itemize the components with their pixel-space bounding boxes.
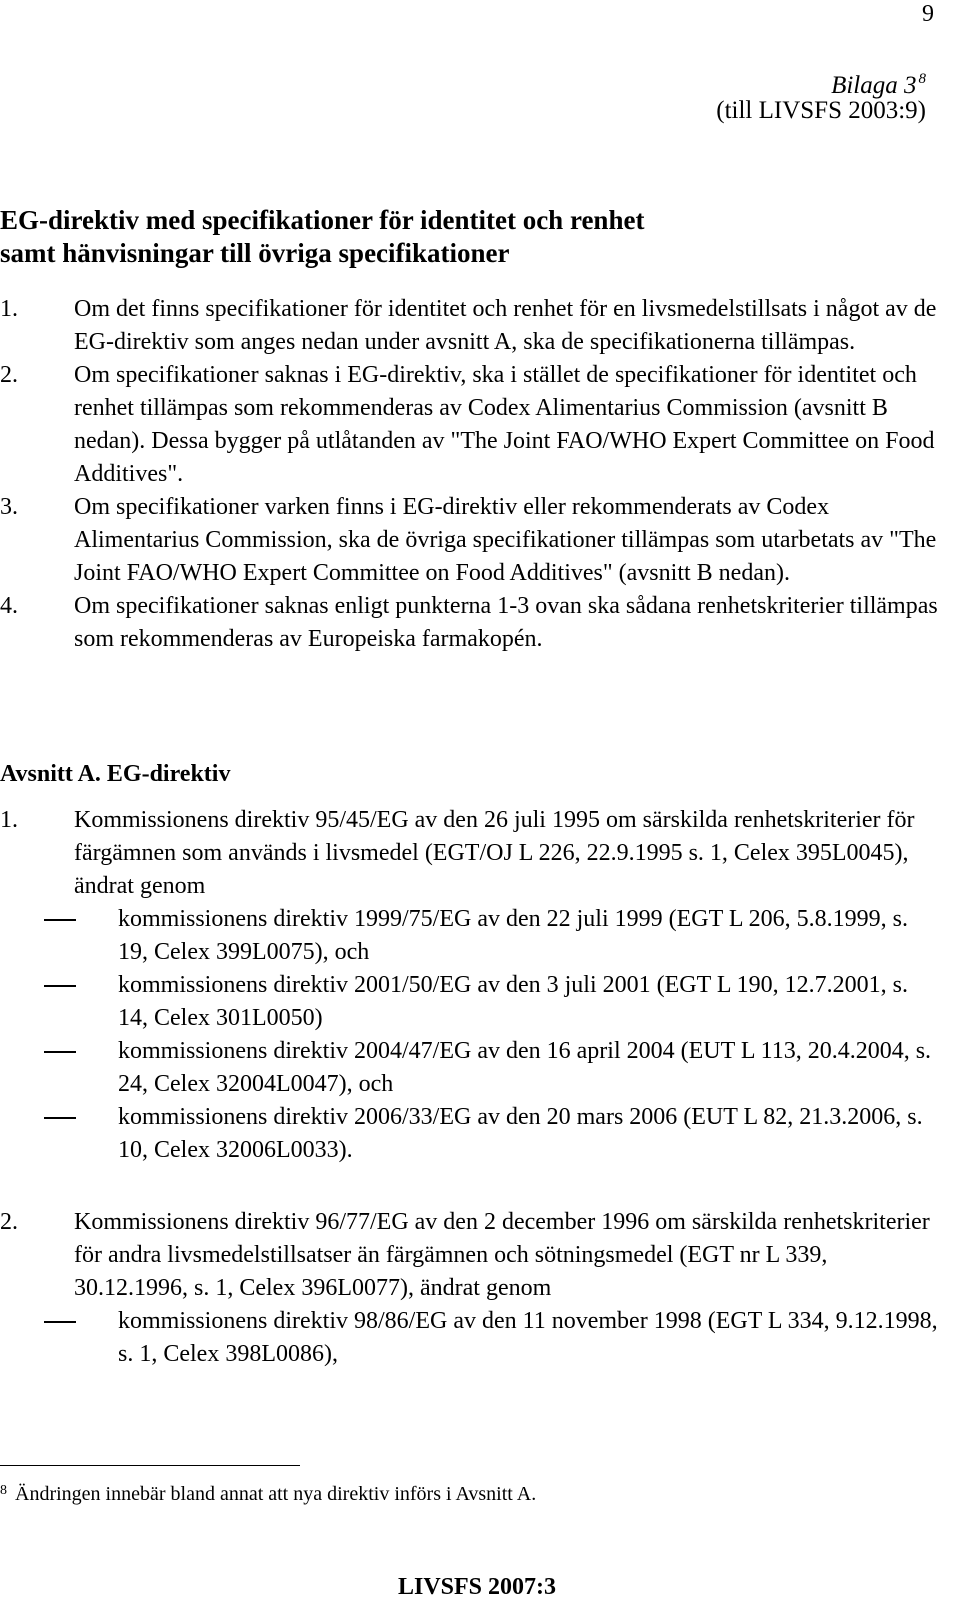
document-title-line-1: EG-direktiv med specifikationer för identitet och renhet bbox=[0, 205, 645, 235]
item-text: Om specifikationer saknas i EG-direktiv, ska i stället de specifikationer för identitet och renhet tillämpas som rekommenderas av Codex Alimentarius Commission (avsnitt B nedan). Dessa bygger på utlåtanden av "The Joint FAO/WHO Expert Committee on Food Additives". bbox=[74, 362, 935, 487]
directive-item bbox=[0, 1206, 940, 1371]
footer-text: LIVSFS 2007:3 bbox=[397, 1574, 557, 1600]
item-number: 2. bbox=[0, 1209, 18, 1235]
item-number: 2. bbox=[0, 362, 18, 388]
footnote-text: Ändringen innebär bland annat att nya direktiv införs i Avsnitt A. bbox=[15, 1483, 537, 1505]
amendment-text: kommissionens direktiv 1999/75/EG av den 22 juli 1999 (EGT L 206, 5.8.1999, s. 19, Celex 399L0075), och bbox=[118, 906, 908, 965]
page-number: 9 bbox=[922, 1, 934, 27]
amendment-list bbox=[74, 903, 940, 1167]
page-footer bbox=[0, 1573, 960, 1601]
item-number: 4. bbox=[0, 593, 18, 619]
footnote bbox=[0, 1478, 536, 1507]
footnote-reference: 8 bbox=[918, 71, 926, 87]
amendment-text: kommissionens direktiv 2004/47/EG av den 16 april 2004 (EUT L 113, 20.4.2004, s. 24, Celex 32004L0047), och bbox=[118, 1038, 932, 1097]
appendix-label-text: Bilaga 3 bbox=[831, 72, 917, 99]
item-text: Om specifikationer saknas enligt punkterna 1-3 ovan ska sådana renhetskriterier tillämpas som rekommenderas av Europeiska farmakopén. bbox=[74, 593, 938, 652]
amendment-item bbox=[74, 1101, 940, 1167]
directive-item-2 bbox=[0, 1206, 940, 1371]
document-title bbox=[0, 204, 930, 270]
intro-list bbox=[0, 293, 940, 656]
footnote-marker: 8 bbox=[0, 1483, 7, 1498]
amendment-item bbox=[74, 969, 940, 1035]
intro-item bbox=[0, 491, 940, 590]
item-text: Om specifikationer varken finns i EG-direktiv eller rekommenderats av Codex Alimentarius Commission, ska de övriga specifikationer tillämpas som utarbetats av "The Joint FAO/WHO Expert Committee on Food Additives" (avsnitt B nedan). bbox=[74, 494, 937, 586]
document-title-line-2: samt hänvisningar till övriga specifikationer bbox=[0, 238, 510, 268]
intro-item bbox=[0, 590, 940, 656]
amendment-item bbox=[74, 903, 940, 969]
item-number: 1. bbox=[0, 296, 18, 322]
item-text: Kommissionens direktiv 96/77/EG av den 2 december 1996 om särskilda renhetskriterier för andra livsmedelstillsatser än färgämnen och sötningsmedel (EGT nr L 339, 30.12.1996, s. 1, Celex 396L0077), ändrat genom bbox=[74, 1209, 930, 1301]
amendment-item bbox=[74, 1035, 940, 1101]
amendment-text: kommissionens direktiv 98/86/EG av den 11 november 1998 (EGT L 334, 9.12.1998, s. 1, Celex 398L0086), bbox=[118, 1308, 938, 1367]
item-text: Kommissionens direktiv 95/45/EG av den 26 juli 1995 om särskilda renhetskriterier för färgämnen som används i livsmedel (EGT/OJ L 226, 22.9.1995 s. 1, Celex 395L0045), ändrat genom bbox=[74, 807, 915, 899]
amendment-list bbox=[74, 1305, 940, 1371]
item-text: Om det finns specifikationer för identitet och renhet för en livsmedelstillsats i något av de EG-direktiv som anges nedan under avsnitt A, ska de specifikationerna tillämpas. bbox=[74, 296, 937, 355]
amendment-text: kommissionens direktiv 2001/50/EG av den 3 juli 2001 (EGT L 190, 12.7.2001, s. 14, Celex 301L0050) bbox=[118, 972, 908, 1031]
section-a-heading: Avsnitt A. EG-direktiv bbox=[0, 761, 231, 787]
directive-item bbox=[0, 804, 940, 1167]
intro-item bbox=[0, 293, 940, 359]
item-number: 1. bbox=[0, 807, 18, 833]
item-number: 3. bbox=[0, 494, 18, 520]
amendment-text: kommissionens direktiv 2006/33/EG av den 20 mars 2006 (EUT L 82, 21.3.2006, s. 10, Celex 32006L0033). bbox=[118, 1104, 923, 1163]
intro-item bbox=[0, 359, 940, 491]
amendment-item bbox=[74, 1305, 940, 1371]
footnote-divider bbox=[0, 1465, 300, 1466]
directive-item-1 bbox=[0, 804, 940, 1167]
appendix-reference: (till LIVSFS 2003:9) bbox=[716, 97, 926, 124]
